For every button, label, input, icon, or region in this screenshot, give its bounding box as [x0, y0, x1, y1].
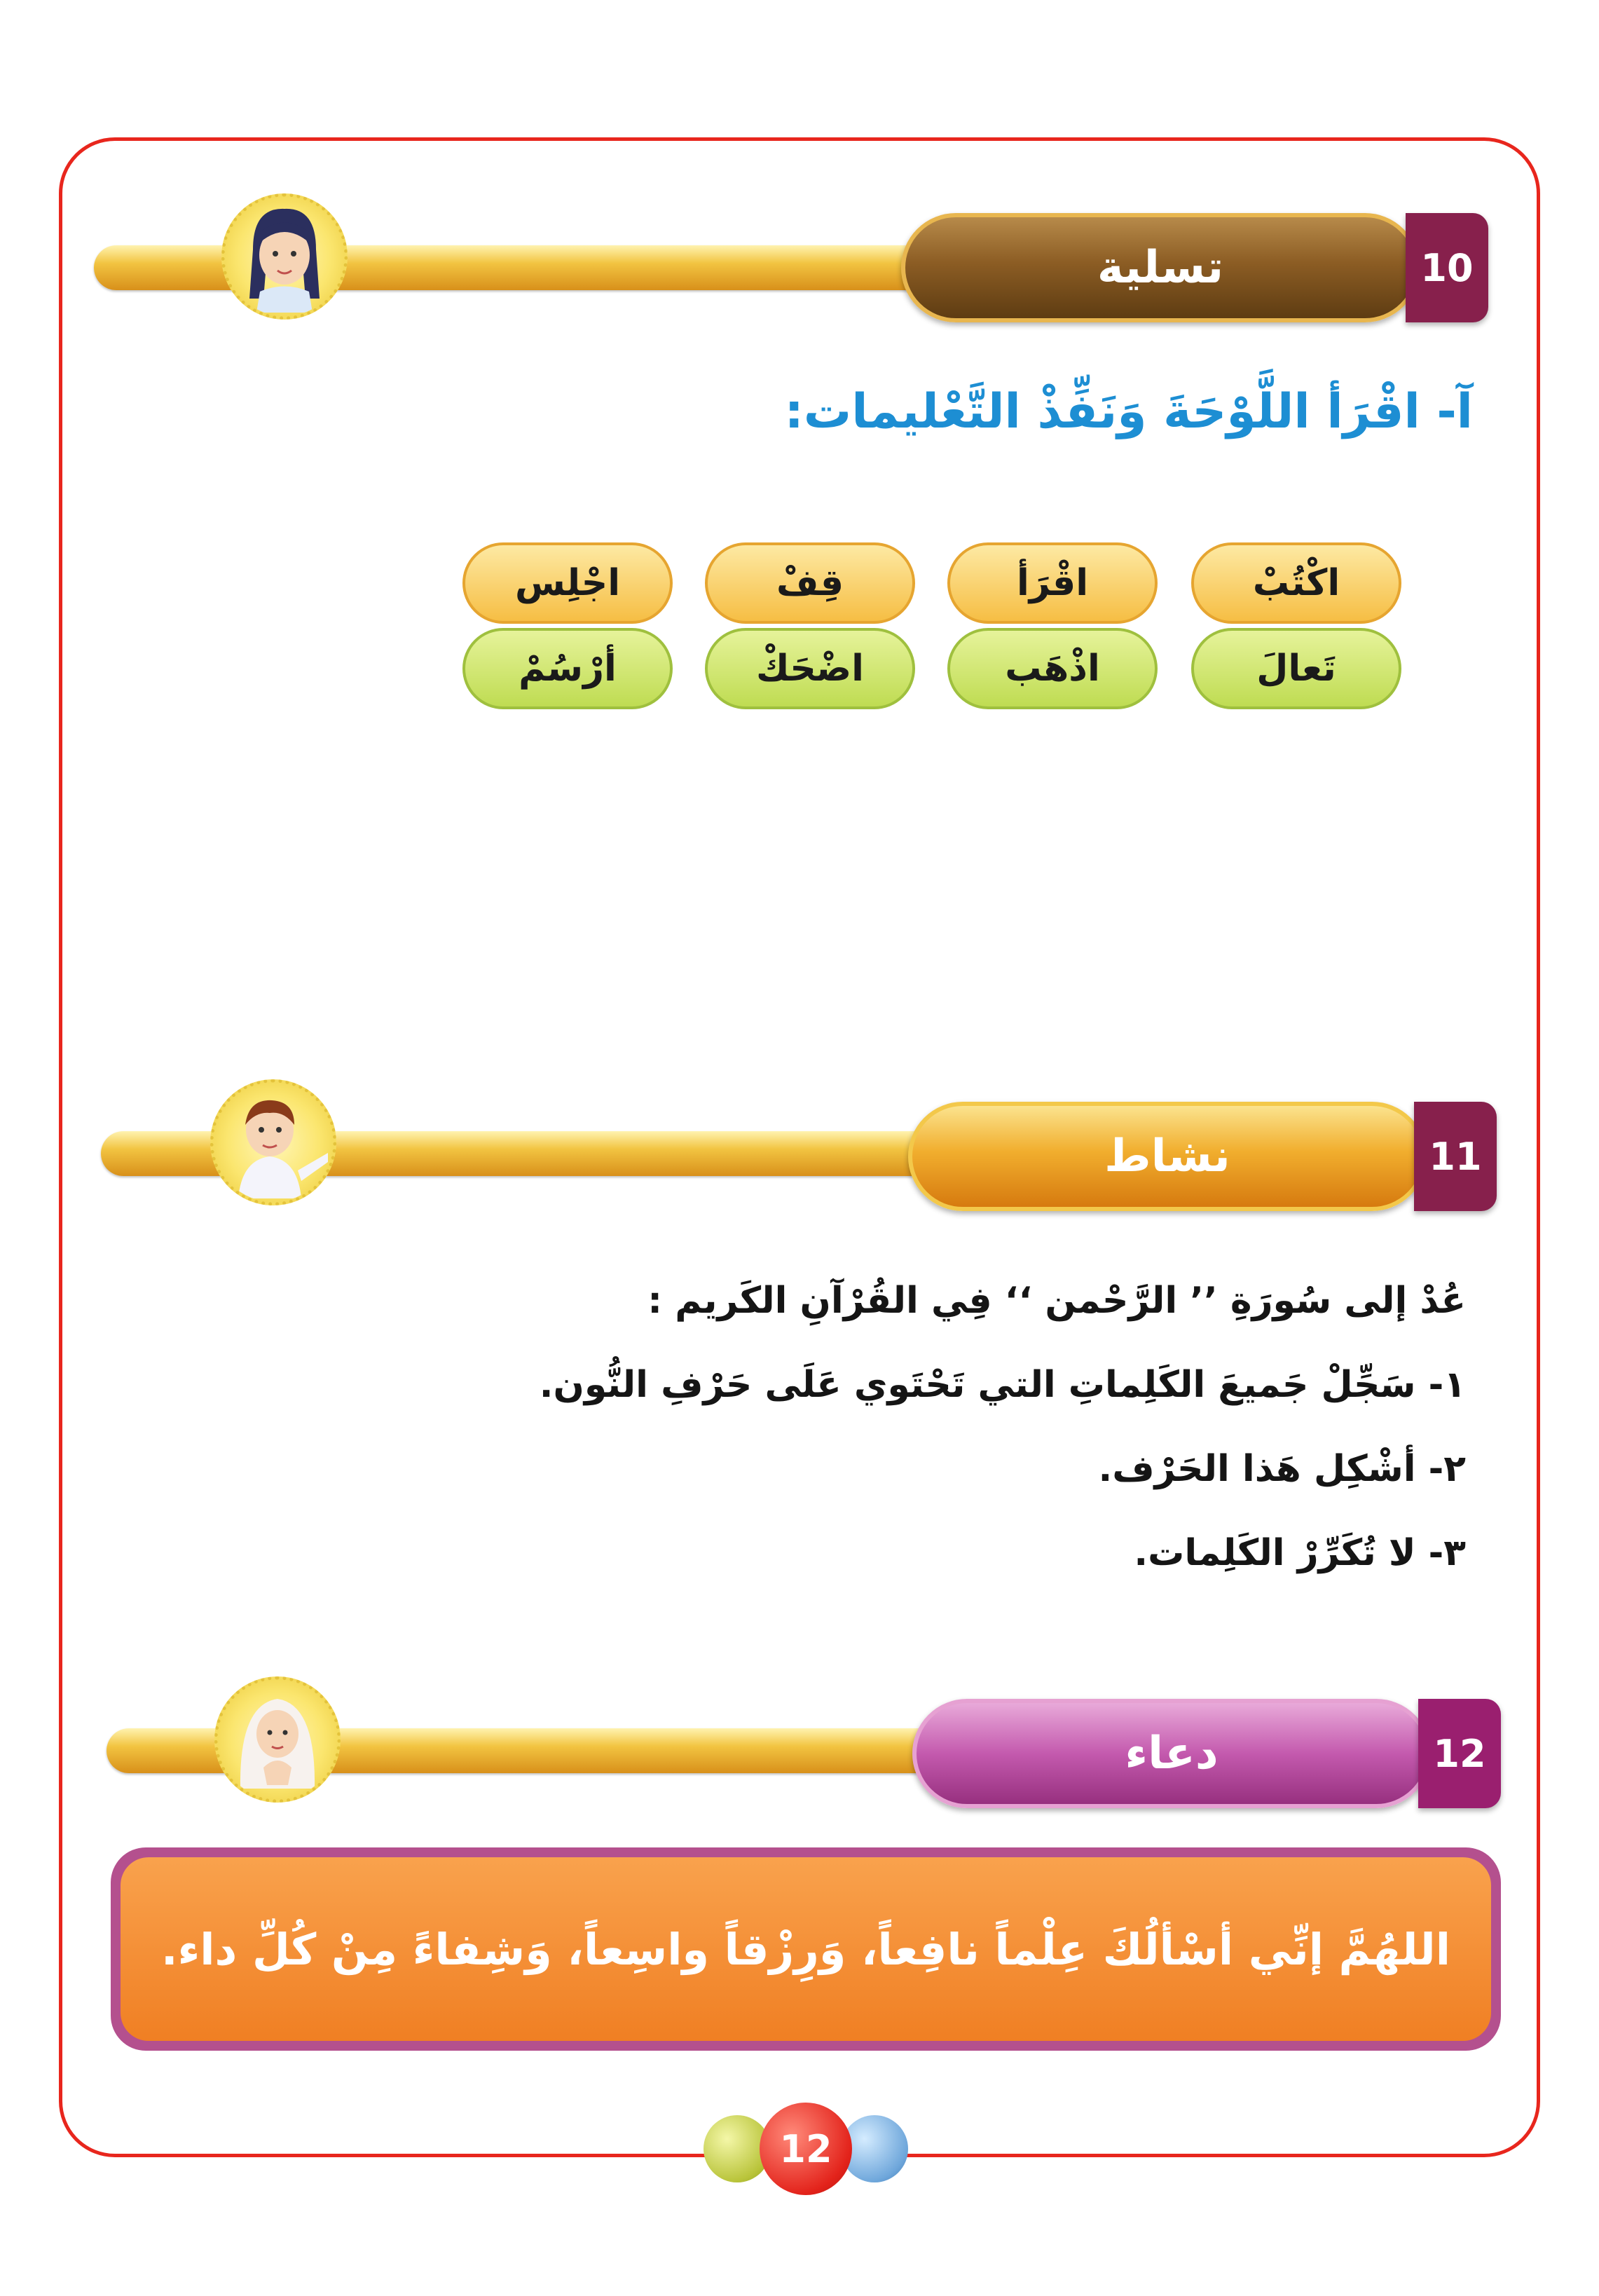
- activity-item: ٢- أشْكِل هَذا الحَرْف.: [1098, 1448, 1466, 1490]
- section-11-title: نشاط: [1104, 1130, 1230, 1182]
- page-number-badge: [701, 2100, 911, 2195]
- praying-girl-icon: [214, 1676, 341, 1803]
- activity-item: ١- سَجِّلْ جَميعَ الكَلِماتِ التي تَحْتَوي عَلَى حَرْفِ النُّون.: [539, 1364, 1466, 1406]
- section-12-title: دعاء: [1125, 1728, 1219, 1779]
- word-pill: تَعالَ: [1191, 628, 1401, 709]
- page-number: 12: [760, 2103, 852, 2195]
- section-10-title: تسلية: [1097, 242, 1224, 294]
- section-12-title-pill: [912, 1699, 1431, 1808]
- prayer-box: [111, 1847, 1501, 2051]
- section-11-number: 11: [1414, 1102, 1497, 1211]
- word-pill: أرْسُمْ: [462, 628, 673, 709]
- word-pill: اقْرَأ: [947, 542, 1158, 624]
- word-pill: اذْهَب: [947, 628, 1158, 709]
- prayer-text: اللهُمَّ إنِّي أسْألُكَ عِلْماً نافِعاً، وَرِزْقاً واسِعاً، وَشِفاءً مِنْ كُلِّ داء.: [121, 1857, 1491, 2041]
- section-10-title-pill: [901, 213, 1420, 322]
- girl-character-icon: [221, 193, 348, 320]
- exercise-heading: آ- اقْرَأ اللَّوْحَةَ وَنَفِّذْ التَّعْليمات:: [784, 384, 1473, 439]
- word-pill: اضْحَكْ: [705, 628, 915, 709]
- boy-character-icon: [210, 1079, 336, 1205]
- activity-item: ٣- لا تُكَرِّرْ الكَلِمات.: [1134, 1532, 1466, 1574]
- section-10-number: 10: [1406, 213, 1488, 322]
- activity-intro: عُدْ إلى سُورَةِ ’’ الرَّحْمن ‘‘ فِي القُرْآنِ الكَريم :: [647, 1280, 1466, 1322]
- word-pill: قِفْ: [705, 542, 915, 624]
- section-11-title-pill: [908, 1102, 1427, 1211]
- section-12-number: 12: [1418, 1699, 1501, 1808]
- word-pill: اجْلِس: [462, 542, 673, 624]
- word-pill: اكْتُبْ: [1191, 542, 1401, 624]
